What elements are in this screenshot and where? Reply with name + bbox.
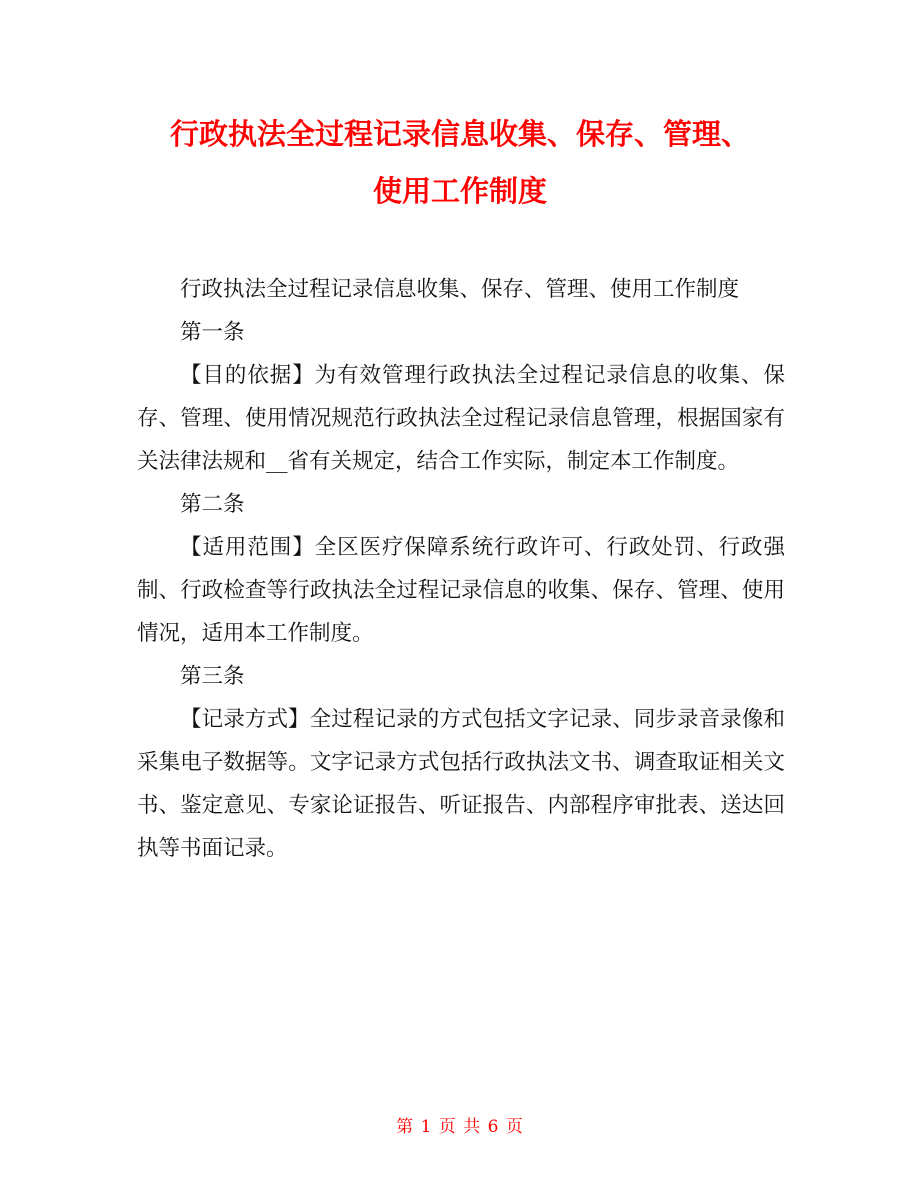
paragraph-intro: 行政执法全过程记录信息收集、保存、管理、使用工作制度 <box>180 277 740 302</box>
article-heading-3: 第三条 <box>180 664 245 689</box>
document-title-line2: 使用工作制度 <box>372 174 547 208</box>
paragraph-scope: 【适用范围】全区医疗保障系统行政许可、行政处罚、行政强制、行政检查等行政执法全过程记录信息的收集、保存、管理、使用情况，适用本工作制度。 <box>137 535 785 646</box>
paragraph-purpose: 【目的依据】为有效管理行政执法全过程记录信息的收集、保存、管理、使用情况规范行政执法全过程记录信息管理，根据国家有关法律法规和__省有关规定，结合工作实际，制定本工作制度。 <box>137 363 785 474</box>
document-body <box>137 268 785 870</box>
article-heading-2: 第二条 <box>180 492 245 517</box>
document-title-line1: 行政执法全过程记录信息收集、保存、管理、 <box>169 117 750 151</box>
article-heading-1: 第一条 <box>180 320 245 345</box>
page-footer: 第 1 页 共 6 页 <box>396 1117 524 1137</box>
paragraph-recording-method: 【记录方式】全过程记录的方式包括文字记录、同步录音录像和采集电子数据等。文字记录方式包括行政执法文书、调查取证相关文书、鉴定意见、专家论证报告、听证报告、内部程序审批表、送达回执等书面记录。 <box>137 707 785 861</box>
